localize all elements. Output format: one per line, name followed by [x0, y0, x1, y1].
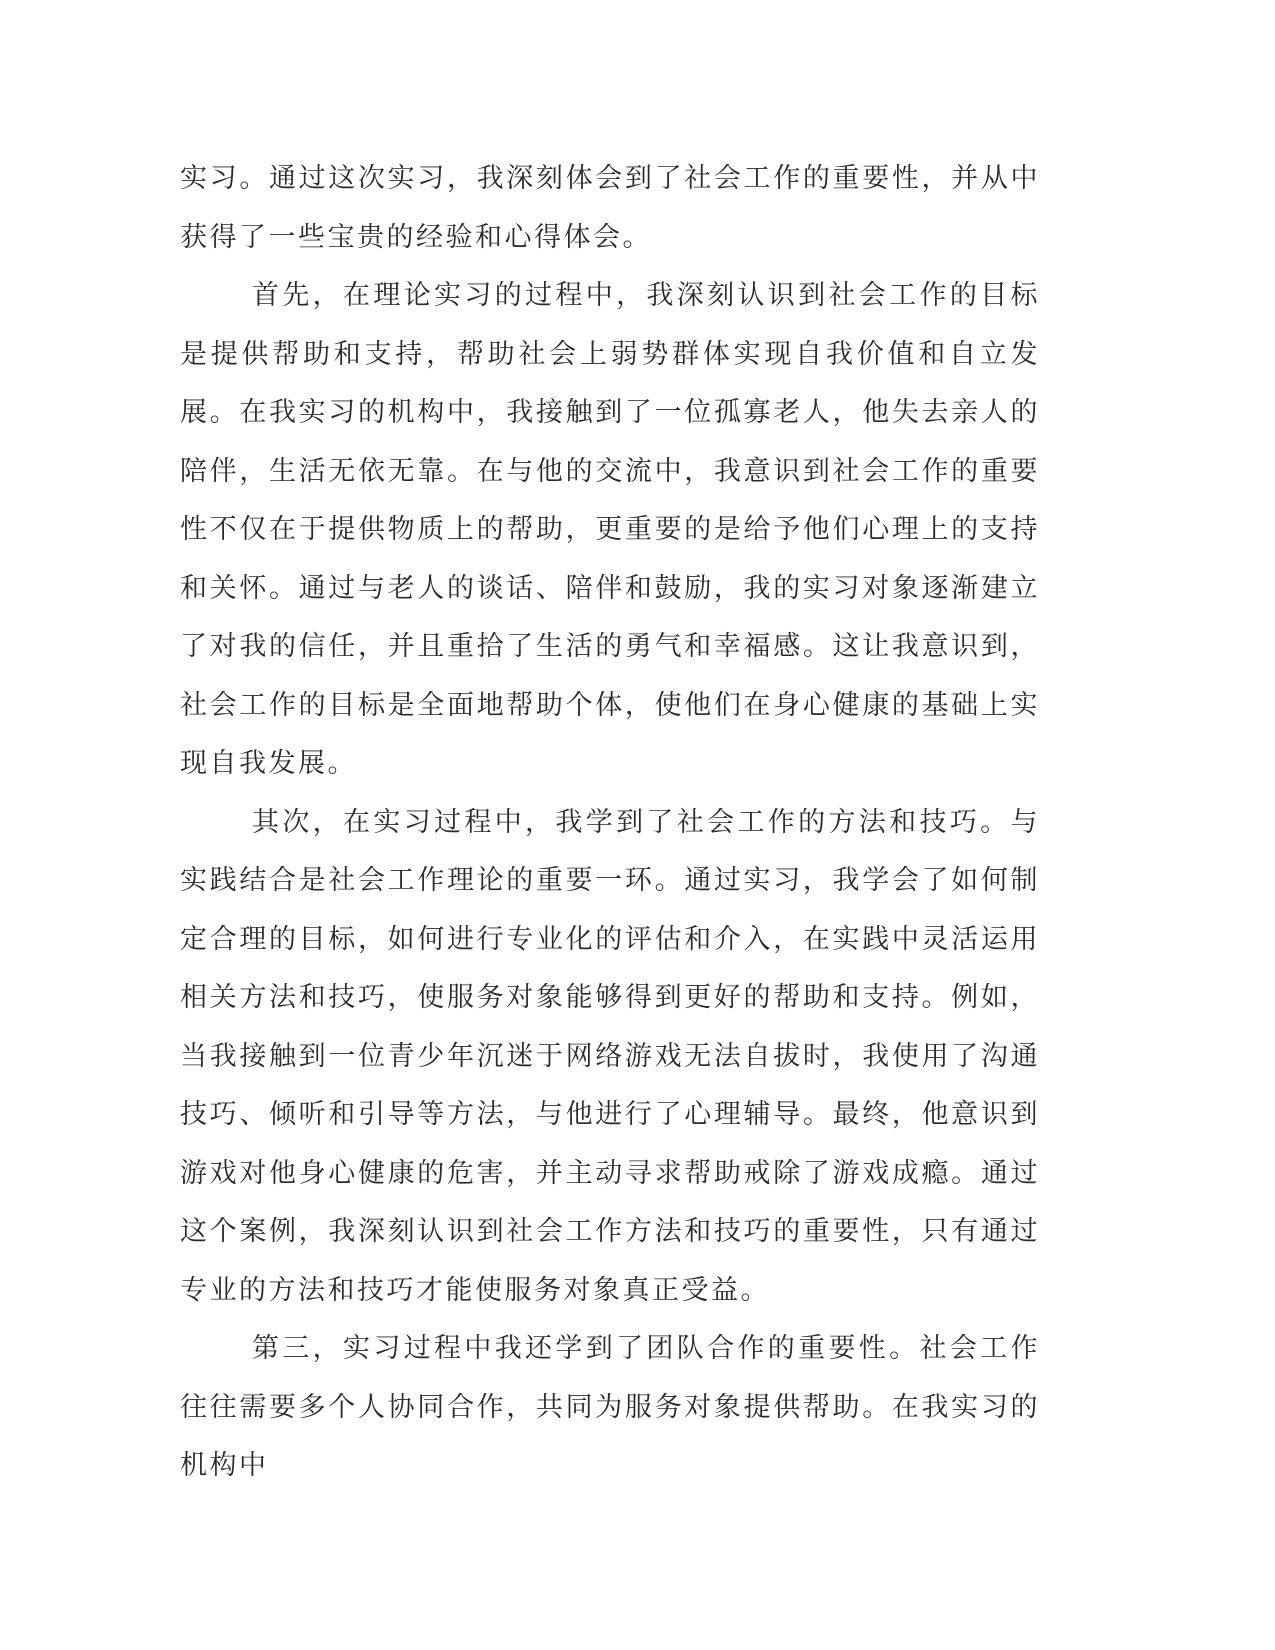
- paragraph-teamwork: 第三，实习过程中我还学到了团队合作的重要性。社会工作往往需要多个人协同合作，共同为服务对象提供帮助。在我实习的机构中: [180, 1333, 1040, 1481]
- paragraph-theory-practice: 首先，在理论实习的过程中，我深刻认识到社会工作的目标是提供帮助和支持，帮助社会上弱势群体实现自我价值和自立发展。在我实习的机构中，我接触到了一位孤寡老人，他失去亲人的陪伴，生活无依无靠。在与他的交流中，我意识到社会工作的重要性不仅在于提供物质上的帮助，更重要的是给予他们心理上的支持和关怀。通过与老人的谈话、陪伴和鼓励，我的实习对象逐渐建立了对我的信任，并且重拾了生活的勇气和幸福感。这让我意识到，社会工作的目标是全面地帮助个体，使他们在身心健康的基础上实现自我发展。: [180, 280, 1040, 779]
- paragraph-continuation: 实习。通过这次实习，我深刻体会到了社会工作的重要性，并从中获得了一些宝贵的经验和心得体会。: [180, 163, 1040, 253]
- paragraph-methods-skills: 其次，在实习过程中，我学到了社会工作的方法和技巧。与实践结合是社会工作理论的重要一环。通过实习，我学会了如何制定合理的目标，如何进行专业化的评估和介入，在实践中灵活运用相关方法和技巧，使服务对象能够得到更好的帮助和支持。例如，当我接触到一位青少年沉迷于网络游戏无法自拔时，我使用了沟通技巧、倾听和引导等方法，与他进行了心理辅导。最终，他意识到游戏对他身心健康的危害，并主动寻求帮助戒除了游戏成瘾。通过这个案例，我深刻认识到社会工作方法和技巧的重要性，只有通过专业的方法和技巧才能使服务对象真正受益。: [180, 806, 1040, 1306]
- document-page: [180, 150, 1040, 1496]
